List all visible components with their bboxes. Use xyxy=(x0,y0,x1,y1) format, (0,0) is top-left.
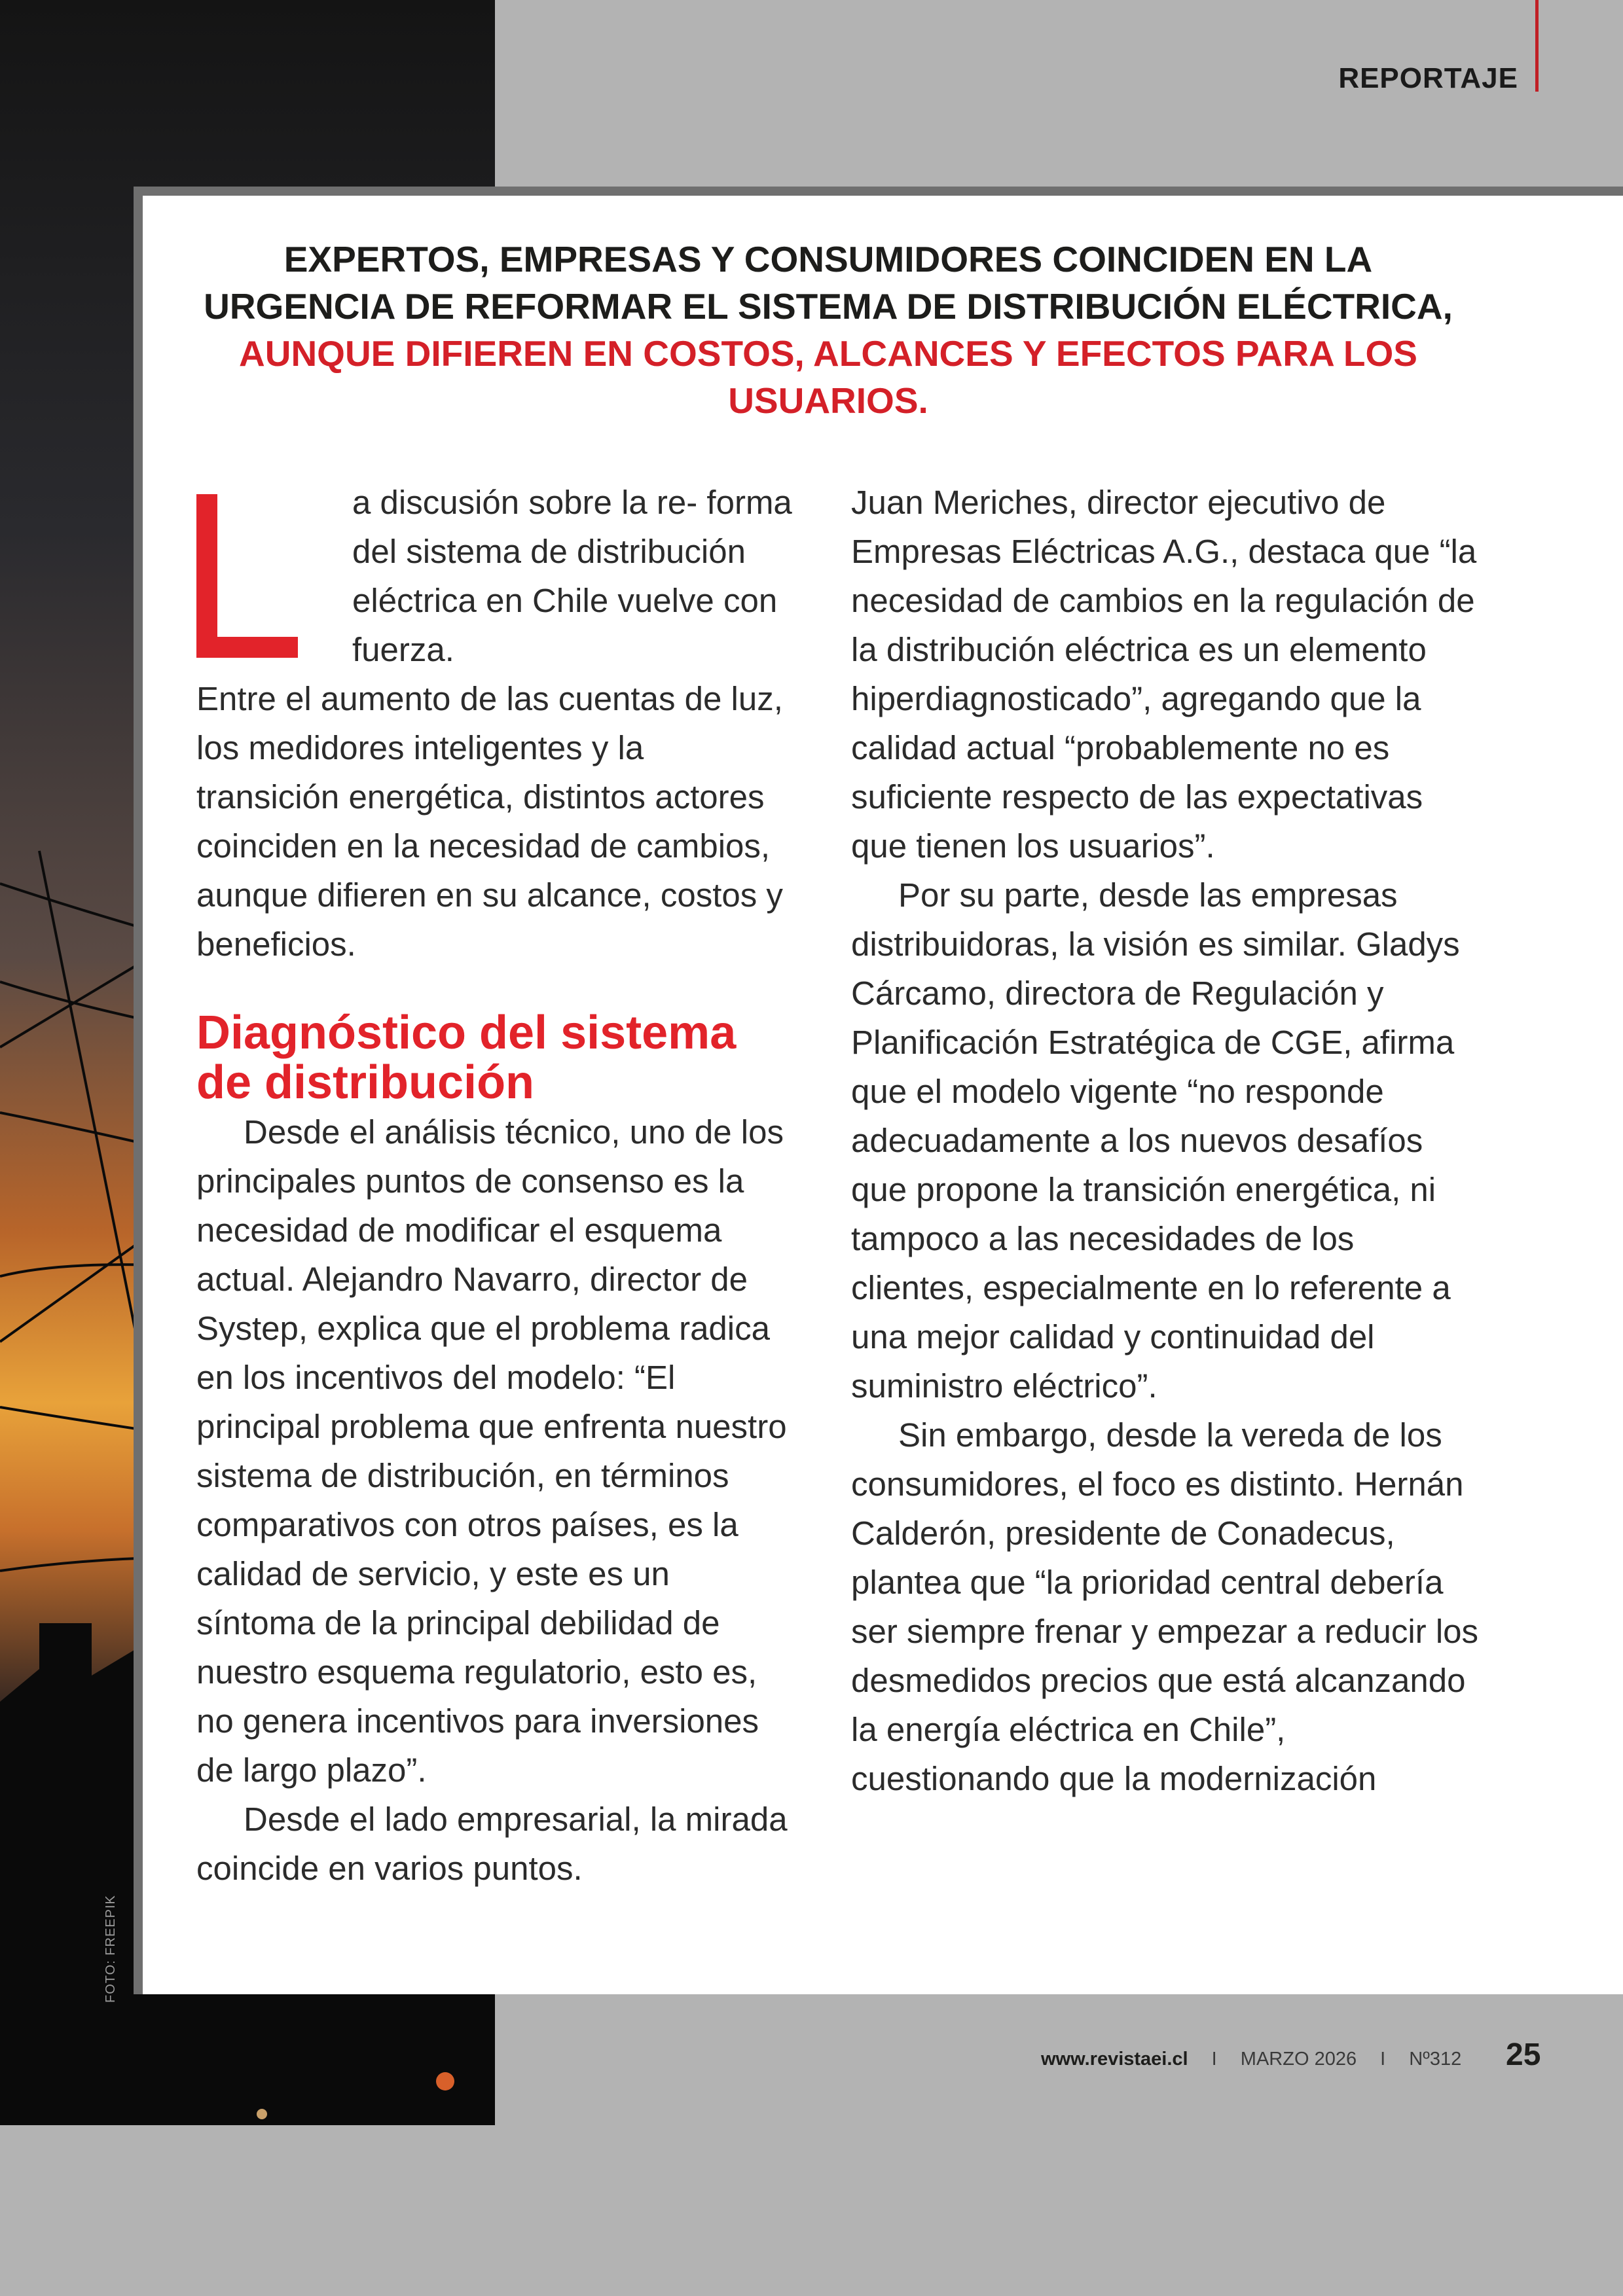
body-paragraph-3: Juan Meriches, director ejecutivo de Empresas Eléctricas A.G., destaca que “la necesidad de cambios en la regulación de la distribución eléctrica es un elemento hiperdiagnosticado”, agregando que la calidad actual “probablemente no es suficiente respecto de las expectativas que tienen los usuarios”. xyxy=(851,484,1477,865)
section-heading: Diagnóstico del sistema de distribución xyxy=(196,1007,737,1109)
article-lead xyxy=(196,236,1460,424)
article-column-right xyxy=(851,478,1480,1803)
page-number: 25 xyxy=(1506,2037,1541,2072)
drop-cap-l xyxy=(196,494,298,658)
lead-dark-text: EXPERTOS, EMPRESAS Y CONSUMIDORES COINCIDEN EN LA URGENCIA DE REFORMAR EL SISTEMA DE DISTRIBUCIÓN ELÉCTRICA, xyxy=(204,239,1453,327)
section-accent-bar xyxy=(1535,0,1539,92)
lead-red-text: AUNQUE DIFIEREN EN COSTOS, ALCANCES Y EFECTOS PARA LOS USUARIOS. xyxy=(239,333,1417,421)
body-paragraph-5: Sin embargo, desde la vereda de los consumidores, el foco es distinto. Hernán Calderón, presidente de Conadecus, plantea que “la prioridad central debería ser siempre frenar y empezar a reducir los desmedidos precios que está alcanzando la energía eléctrica en Chile”, cuestionando que la modernización xyxy=(851,1416,1479,1797)
footer-issue-number: Nº312 xyxy=(1409,2049,1462,2070)
intro-paragraph: Entre el aumento de las cuentas de luz, los medidores inteligentes y la transición energética, distintos actores coinciden en la necesidad de cambios, aunque difieren en su alcance, costos y beneficios. xyxy=(196,680,783,963)
photo-credit: FOTO: FREEPIK xyxy=(103,1895,118,2003)
section-label: REPORTAJE xyxy=(1338,62,1518,94)
body-paragraph-2: Desde el lado empresarial, la mirada coincide en varios puntos. xyxy=(196,1801,788,1887)
footer-separator: I xyxy=(1380,2049,1386,2070)
footer-url[interactable]: www.revistaei.cl xyxy=(1041,2049,1188,2070)
body-paragraph-4: Por su parte, desde las empresas distribuidoras, la visión es similar. Gladys Cárcamo, directora de Regulación y Planificación Estratégica de CGE, afirma que el modelo vigente “no responde adecuadamente a los nuevos desafíos que propone la transición energética, ni tampoco a las necesidades de los clientes, especialmente en lo referente a una mejor calidad y continuidad del suministro eléctrico”. xyxy=(851,876,1460,1405)
article-column-left xyxy=(196,478,795,1893)
intro-drop-lines: a discusión sobre la re- forma del sistema de distribución eléctrica en Chile vuelve con fuerza. xyxy=(352,484,792,668)
body-paragraph-1: Desde el análisis técnico, uno de los principales puntos de consenso es la necesidad de modificar el esquema actual. Alejandro Navarro, director de Systep, explica que el problema radica en los incentivos del modelo: “El principal problema que enfrenta nuestro sistema de distribución, en términos comparativos con otros países, es la calidad de servicio, y este es un síntoma de la principal debilidad de nuestro esquema regulatorio, esto es, no genera incentivos para inversiones de largo plazo”. xyxy=(196,1113,787,1789)
intro-block xyxy=(196,478,795,674)
footer-separator: I xyxy=(1211,2049,1217,2070)
page-footer xyxy=(1041,2049,1461,2070)
footer-issue-date: MARZO 2026 xyxy=(1240,2049,1357,2070)
